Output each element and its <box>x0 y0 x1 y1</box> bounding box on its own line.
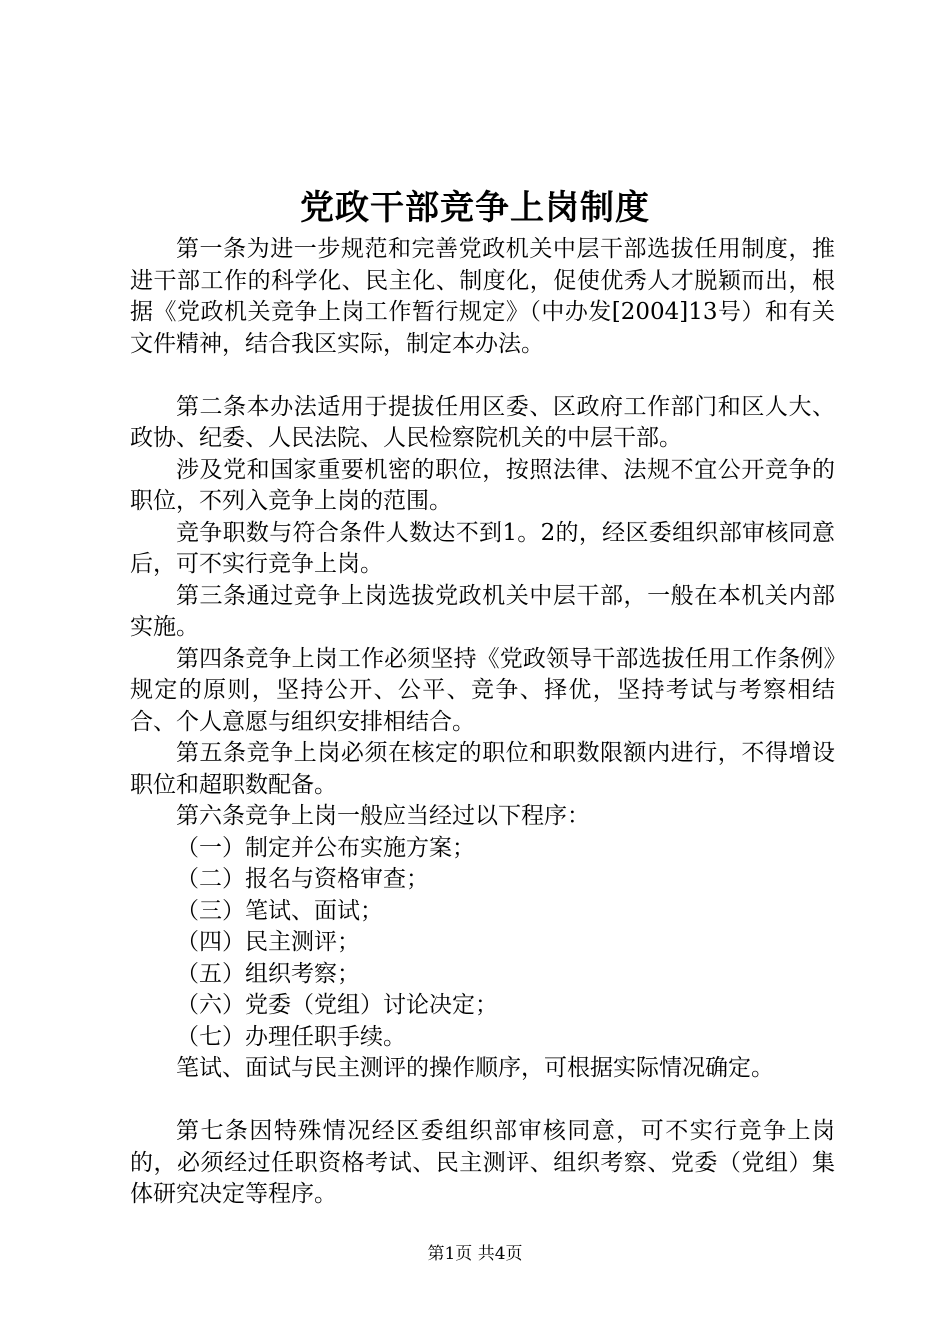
procedure-item-6: （六）党委（党组）讨论决定； <box>176 992 498 1018</box>
paragraph-confidential-exclusion: 涉及党和国家重要机密的职位，按照法律、法规不宜公开竞争的职位，不列入竞争上岗的范围。 <box>130 456 835 514</box>
procedure-item-3: （三）笔试、面试； <box>176 897 383 924</box>
paragraph-article-4: 第四条竞争上岗工作必须坚持《党政领导干部选拔任用工作条例》规定的原则，坚持公开、公平、竞争、择优，坚持考试与考察相结合、个人意愿与组织安排相结合。 <box>130 645 835 735</box>
procedure-item-4: （四）民主测评； <box>176 929 360 955</box>
paragraph-procedure-order: 笔试、面试与民主测评的操作顺序，可根据实际情况确定。 <box>176 1055 774 1081</box>
document-title: 党政干部竞争上岗制度 <box>300 188 650 228</box>
procedure-item-7: （七）办理任职手续。 <box>176 1023 406 1050</box>
paragraph-article-3: 第三条通过竞争上岗选拔党政机关中层干部，一般在本机关内部实施。 <box>130 582 835 640</box>
paragraph-article-7: 第七条因特殊情况经区委组织部审核同意，可不实行竞争上岗的，必须经过任职资格考试、民主测评、组织考察、党委（党组）集体研究决定等程序。 <box>130 1118 835 1207</box>
paragraph-ratio-rule: 竞争职数与符合条件人数达不到1。2的，经区委组织部审核同意后，可不实行竞争上岗。 <box>130 519 835 577</box>
procedure-item-1: （一）制定并公布实施方案； <box>176 834 475 861</box>
paragraph-article-2: 第二条本办法适用于提拔任用区委、区政府工作部门和区人大、政协、纪委、人民法院、人民检察院机关的中层干部。 <box>130 393 835 451</box>
document-body <box>130 234 835 1211</box>
procedure-item-2: （二）报名与资格审查； <box>176 866 429 892</box>
paragraph-article-6: 第六条竞争上岗一般应当经过以下程序： <box>176 803 590 829</box>
paragraph-article-1: 第一条为进一步规范和完善党政机关中层干部选拔任用制度，推进干部工作的科学化、民主化、制度化，促使优秀人才脱颖而出，根据《党政机关竞争上岗工作暂行规定》（中办发[2004]13号）和有关文件精神，结合我区实际，制定本办法。 <box>130 236 835 357</box>
paragraph-article-5: 第五条竞争上岗必须在核定的职位和职数限额内进行，不得增设职位和超职数配备。 <box>130 740 835 798</box>
page-number-footer: 第1页 共4页 <box>427 1244 523 1264</box>
procedure-item-5: （五）组织考察； <box>176 960 360 987</box>
